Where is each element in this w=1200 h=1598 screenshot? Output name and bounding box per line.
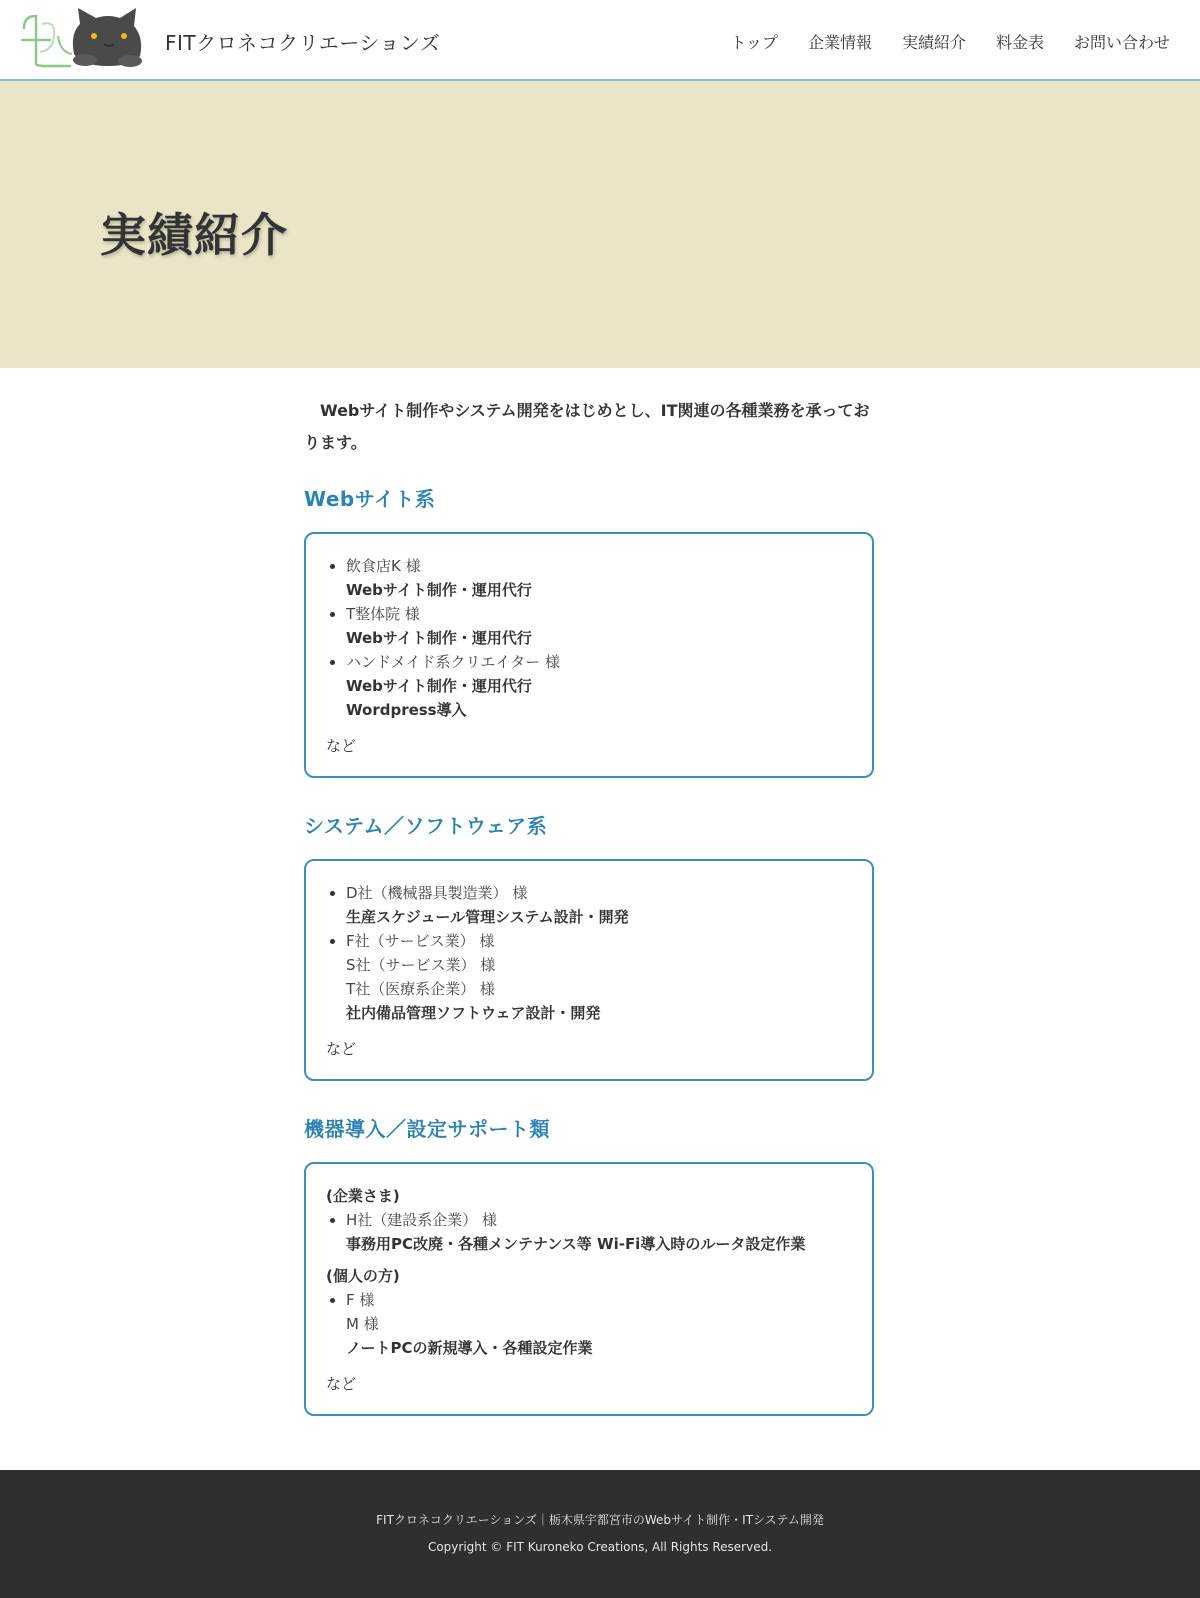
work-description: 事務用PC改廃・各種メンテナンス等 Wi-Fi導入時のルータ設定作業	[346, 1235, 806, 1253]
list-item	[346, 554, 852, 602]
cat-logo-icon[interactable]	[20, 6, 150, 72]
client-name: • ハンドメイド系クリエイター 様	[346, 653, 561, 671]
client-name: S社（サービス業） 様	[346, 956, 496, 974]
group-label-individual: (個人の方)	[326, 1267, 400, 1285]
work-description: ノートPCの新規導入・各種設定作業	[346, 1339, 593, 1357]
main-content	[304, 368, 874, 1416]
footer-copyright: Copyright © FIT Kuroneko Creations, All Rights Reserved.	[427, 1540, 773, 1554]
nav-link-pricing[interactable]: 料金表	[995, 33, 1044, 52]
nav-link-company[interactable]: 企業情報	[807, 33, 872, 52]
list-item	[346, 929, 852, 1025]
work-description: Webサイト制作・運用代行	[346, 581, 532, 599]
client-name: • T整体院 様	[346, 605, 420, 623]
section-heading-support: 機器導入／設定サポート類	[304, 1117, 550, 1141]
works-list	[326, 881, 852, 1025]
etc-text: など	[326, 1040, 357, 1058]
list-item	[346, 881, 852, 929]
site-header	[0, 0, 1200, 81]
works-list	[326, 554, 852, 722]
work-description: Webサイト制作・運用代行	[346, 629, 532, 647]
client-name: • 飲食店K 様	[346, 557, 421, 575]
client-name: • F 様	[346, 1291, 375, 1309]
works-list	[326, 1288, 852, 1360]
group-label-business: (企業さま)	[326, 1187, 400, 1205]
work-description: 社内備品管理ソフトウェア設計・開発	[346, 1004, 601, 1022]
list-item	[346, 1288, 852, 1360]
etc-text: など	[326, 1375, 357, 1393]
nav-link-contact[interactable]: お問い合わせ	[1073, 33, 1170, 52]
section-heading-system: システム／ソフトウェア系	[304, 814, 548, 838]
works-box-web	[304, 532, 874, 778]
client-name: • D社（機械器具製造業） 様	[346, 884, 528, 902]
hero-banner	[0, 81, 1200, 368]
site-title[interactable]: FITクロネコクリエーションズ	[165, 31, 441, 55]
list-item	[346, 602, 852, 650]
footer-tagline: FITクロネコクリエーションズ｜栃木県宇都宮市のWebサイト制作・ITシステム開発	[376, 1513, 824, 1527]
nav-link-works[interactable]: 実績紹介	[901, 33, 966, 52]
client-name: M 様	[346, 1315, 379, 1333]
work-description: Webサイト制作・運用代行	[346, 677, 532, 695]
client-name: T社（医療系企業） 様	[346, 980, 495, 998]
nav-link-top[interactable]: トップ	[730, 33, 778, 52]
works-box-support	[304, 1162, 874, 1416]
work-description: Wordpress導入	[346, 701, 467, 719]
page-title: 実績紹介	[100, 208, 288, 262]
section-heading-web: Webサイト系	[304, 487, 436, 511]
site-footer	[0, 1470, 1200, 1598]
etc-text: など	[326, 737, 357, 755]
list-item	[346, 1208, 852, 1256]
client-name: • H社（建設系企業） 様	[346, 1211, 498, 1229]
works-box-system	[304, 859, 874, 1081]
intro-text: Webサイト制作やシステム開発をはじめとし、IT関連の各種業務を承っております。	[304, 401, 870, 452]
list-item	[346, 650, 852, 722]
client-name: • F社（サービス業） 様	[346, 932, 495, 950]
works-list	[326, 1208, 852, 1256]
global-nav	[730, 30, 1170, 53]
work-description: 生産スケジュール管理システム設計・開発	[346, 908, 629, 926]
